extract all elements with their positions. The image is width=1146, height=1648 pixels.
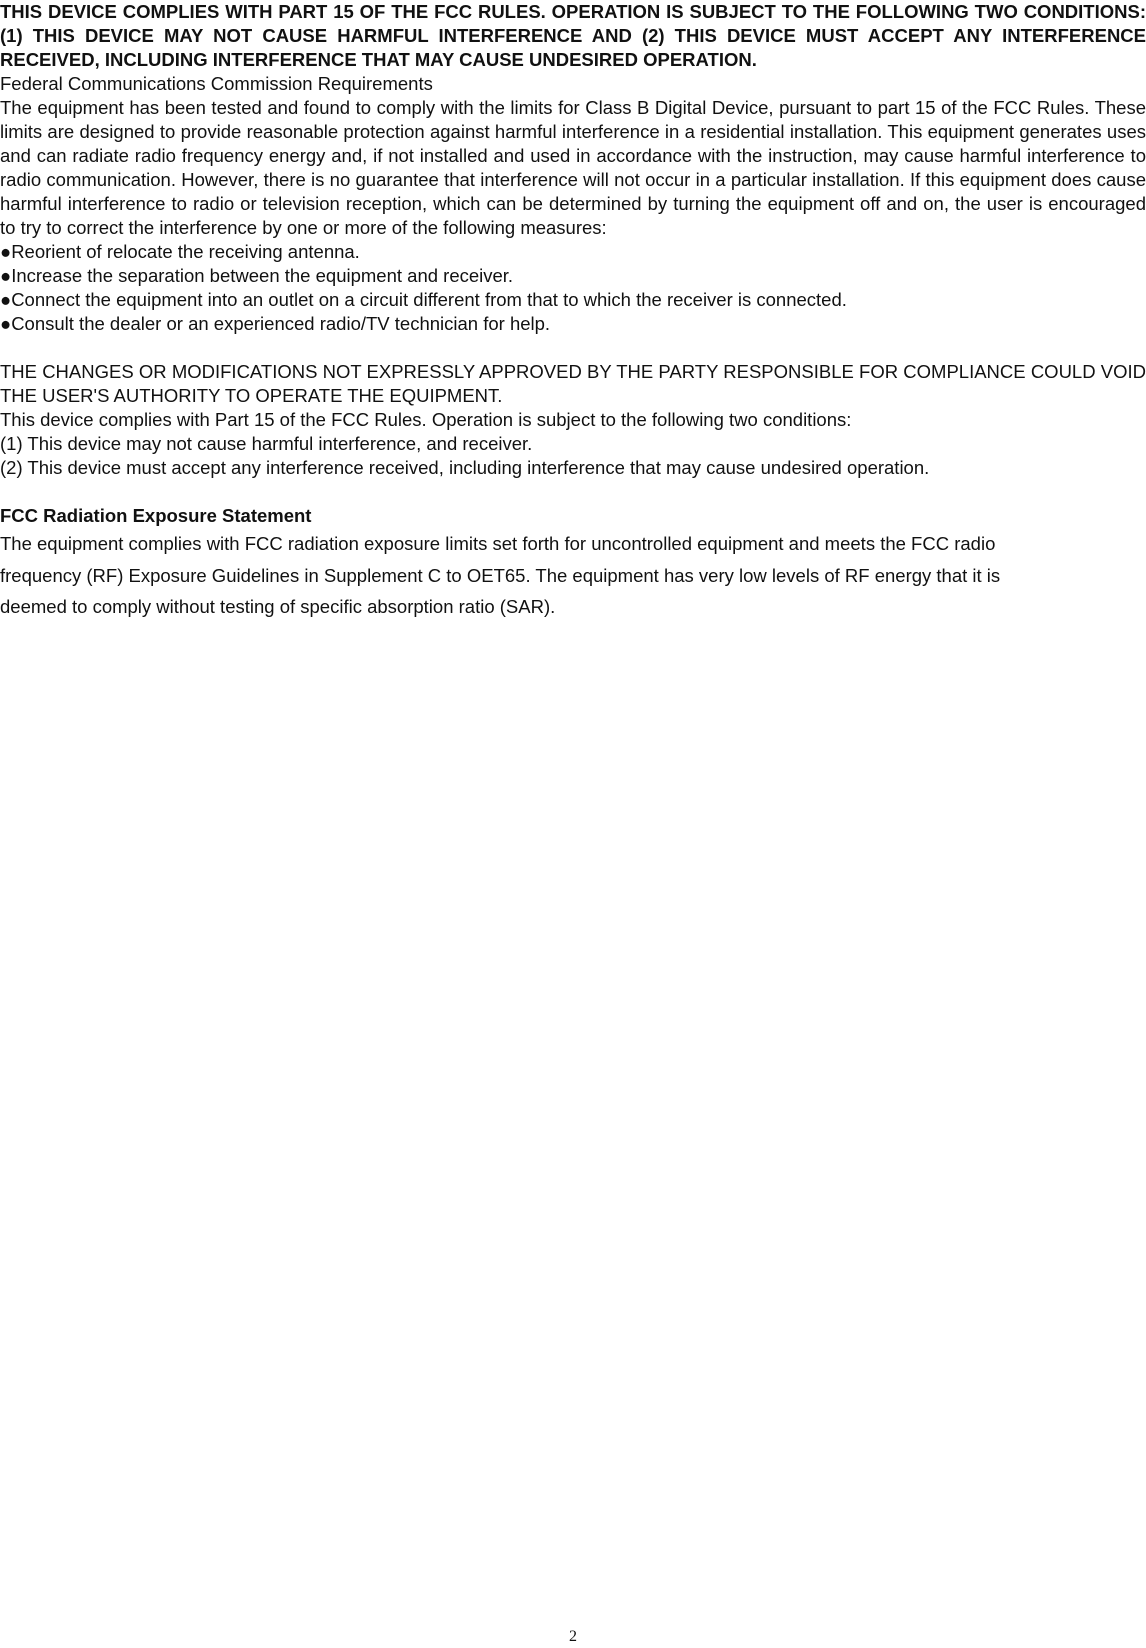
compliance-notice-heading: THIS DEVICE COMPLIES WITH PART 15 OF THE FCC RULES. OPERATION IS SUBJECT TO THE FOLLOWING TWO CONDITIONS: (1) THIS DEVICE MAY NOT CAUSE HARMFUL INTERFERENCE AND (2) THIS DEVICE MUST ACCEPT ANY INTERFERENCE RECEIVED, INCLUDING INTERFERENCE THAT MAY CAUSE UNDESIRED OPERATION. (0, 1, 1146, 70)
measure-item-2 (0, 264, 1146, 288)
measure-text: Connect the equipment into an outlet on a circuit different from that to which the receiver is connected. (11, 289, 847, 310)
measure-text: Reorient of relocate the receiving antenna. (11, 241, 360, 262)
part15-intro: This device complies with Part 15 of the FCC Rules. Operation is subject to the following two conditions: (0, 409, 852, 430)
bullet-icon: ● (0, 265, 12, 286)
rf-exposure-line-3: deemed to comply without testing of specific absorption ratio (SAR). (0, 596, 556, 617)
measure-item-4 (0, 312, 1146, 336)
rf-exposure-line-1: The equipment complies with FCC radiation exposure limits set forth for uncontrolled equipment and meets the FCC radio (0, 533, 996, 554)
part15-condition-1: (1) This device may not cause harmful interference, and receiver. (0, 433, 533, 454)
part15-condition-2: (2) This device must accept any interference received, including interference that may cause undesired operation. (0, 457, 930, 478)
rf-exposure-line-2: frequency (RF) Exposure Guidelines in Supplement C to OET65. The equipment has very low levels of RF energy that it is (0, 564, 1001, 586)
bullet-icon: ● (0, 289, 12, 310)
measure-item-1 (0, 240, 1146, 264)
fcc-requirements-title: Federal Communications Commission Requirements (0, 73, 433, 94)
page-number: 2 (569, 1628, 577, 1645)
fcc-requirements-body: The equipment has been tested and found to comply with the limits for Class B Digital Device, pursuant to part 15 of the FCC Rules. These limits are designed to provide reasonable protection against harmful interference in a residential installation. This equipment generates uses and can radiate radio frequency energy and, if not installed and used in accordance with the instruction, may cause harmful interference to radio communication. However, there is no guarantee that interference will not occur in a particular installation. If this equipment does cause harmful interference to radio or television reception, which can be determined by turning the equipment off and on, the user is encouraged to try to correct the interference by one or more of the following measures: (0, 97, 1146, 238)
bullet-icon: ● (0, 241, 12, 262)
rf-exposure-title: FCC Radiation Exposure Statement (0, 505, 312, 526)
measure-text: Increase the separation between the equipment and receiver. (11, 265, 514, 286)
changes-warning: THE CHANGES OR MODIFICATIONS NOT EXPRESSLY APPROVED BY THE PARTY RESPONSIBLE FOR COMPLIANCE COULD VOID THE USER'S AUTHORITY TO OPERATE THE EQUIPMENT. (0, 361, 1146, 406)
bullet-icon: ● (0, 313, 12, 334)
document-body (0, 0, 1146, 623)
measure-text: Consult the dealer or an experienced radio/TV technician for help. (11, 313, 551, 334)
measure-item-3 (0, 288, 1146, 312)
